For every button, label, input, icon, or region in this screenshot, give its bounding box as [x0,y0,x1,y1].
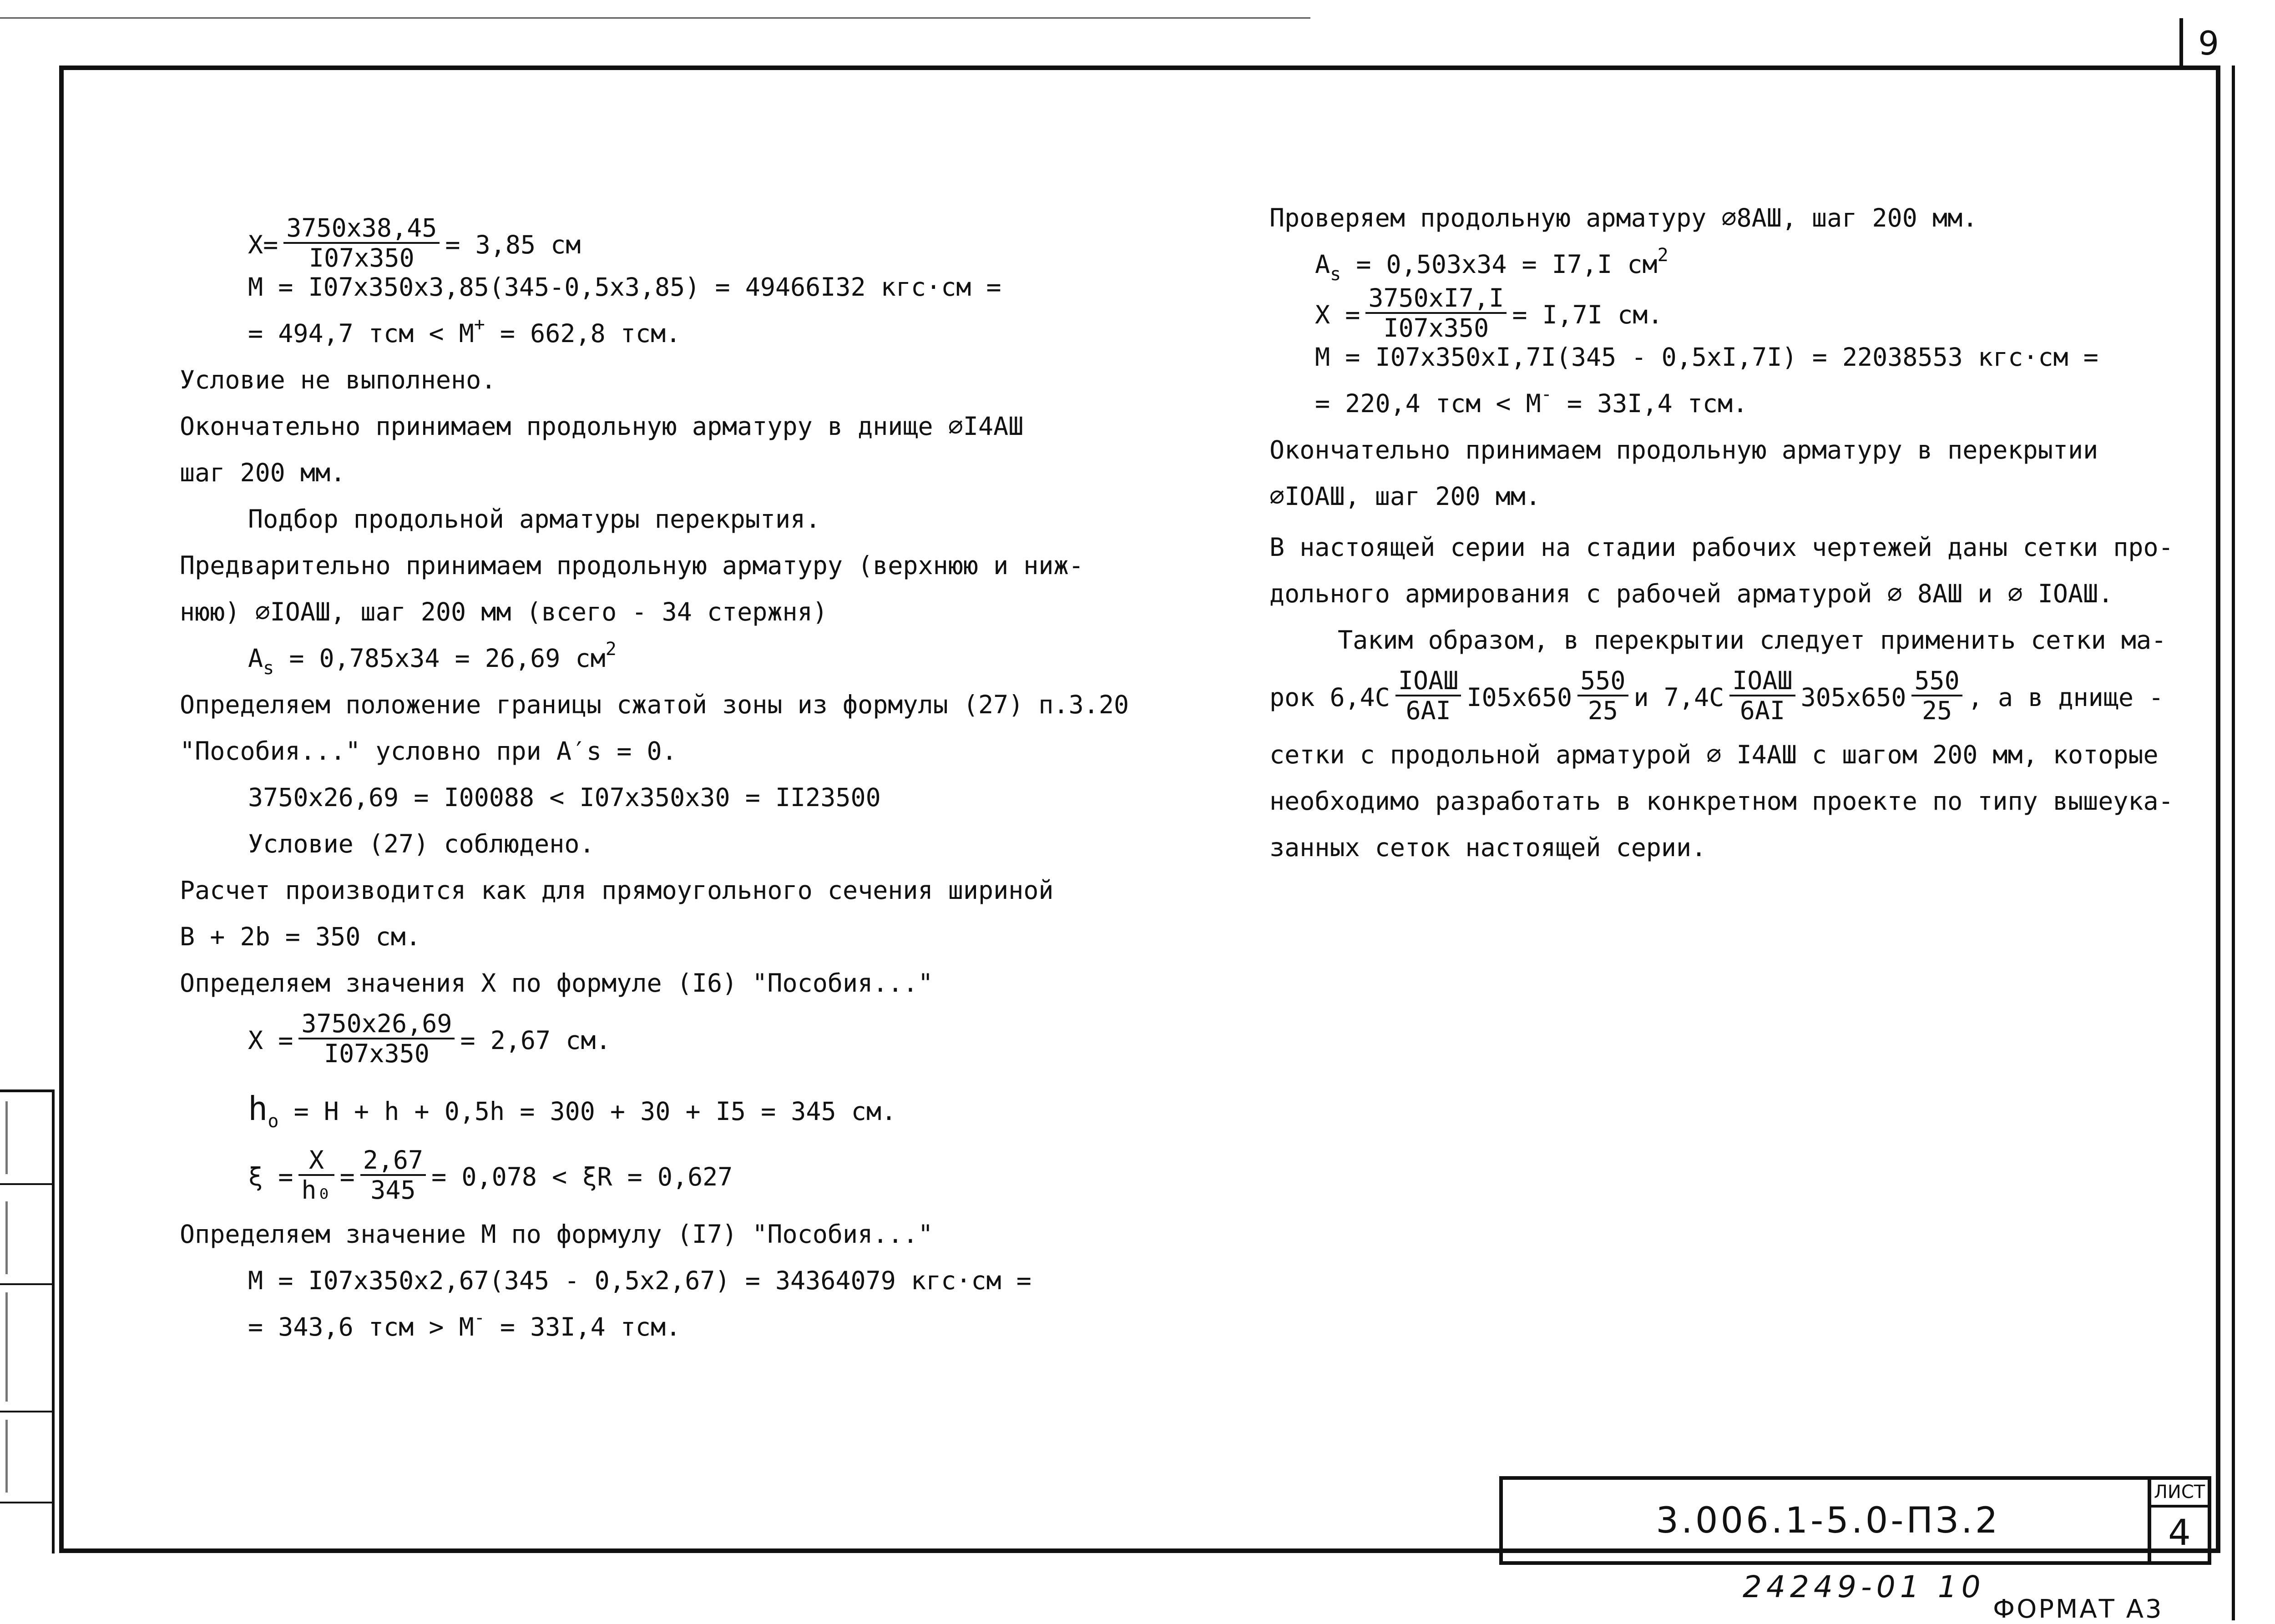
moment-line-1: M = I07x350x3,85(345-0,5x3,85) = 49466I32 кгс·см = [248,272,1001,302]
series-line-1: В настоящей серии на стадии рабочих чертежей даны сетки про- [1269,533,2174,562]
determine-zone-line-2: "Пособия..." условно при A′s = 0. [180,736,677,766]
x-formula-right: X = $\frac{3750xI7,I}{I07x350}$ = I,7I см. [1315,283,1663,343]
inequality: 3750x26,69 = I00088 < I07x350x30 = II23500 [248,783,881,812]
calc-line-2: B + 2b = 350 см. [180,922,421,951]
xi-formula: ξ = $\frac{X}{\text{h₀}}$ = $\frac{2,67}{345}$ = 0,078 < ξR = 0,627 [248,1145,733,1205]
document-code: 3.006.1-5.0-ПЗ.2 [1656,1500,2001,1541]
as-formula: $A_s = 0,785x34 = 26,69$ $см^2$ [248,639,617,679]
sheet-number: 4 [2168,1513,2191,1553]
as-formula-right: $A_s = 0,503x34 = I7,I$ $см^2$ [1315,245,1668,285]
format-label: ФОРМАТ А3 [1993,1594,2164,1624]
prelim-line-2: нюю) ⌀IOАШ, шаг 200 мм (всего - 34 стержня) [180,597,828,626]
h0-formula: $h_o = H + h + 0,5h = 300 + 30 + I5 = 345$ см. [248,1089,897,1132]
title-block [1499,1476,2150,1565]
determine-m: Определяем значение M по формулу (I7) "Пособия..." [180,1220,933,1249]
nets-line-3: занных сеток настоящей серии. [1269,833,1707,862]
nets-line-2: необходимо разработать в конкретном проекте по типу вышеука- [1269,787,2174,816]
moment-right-line-2: = 220,4 тсм < M- = 33I,4 тсм. [1315,384,1748,418]
series-line-2: дольного армирования с рабочей арматурой ⌀ 8АШ и ⌀ IOАШ. [1269,579,2113,608]
page-number: 9 [2179,18,2234,68]
check-rebar: Проверяем продольную арматуру ⌀8АШ, шаг 200 мм. [1269,203,1978,232]
moment-line-2: = 494,7 тсм < M+ = 662,8 тсм. [248,314,681,348]
final-top-rebar-2: ⌀IOАШ, шаг 200 мм. [1269,482,1541,511]
determine-x: Определяем значения X по формуле (I6) "Пособия..." [180,968,933,998]
condition-27: Условие (27) соблюдено. [248,829,595,858]
prelim-line-1: Предварительно принимаем продольную арматуру (верхнюю и ниж- [180,551,1084,580]
right-column [1269,195,2174,871]
binding-strip [0,1089,55,1553]
calc-line-1: Расчет производится как для прямоугольного сечения шириной [180,876,1054,905]
mesh-marks-line: рок 6,4С IOАШ 6АI I05x650 $\frac{550}{25}$ и 7,4С IOАШ 6АI 305x650 $\frac{550}{25}$ , а в днище - [1269,666,2164,725]
final-top-rebar: Окончательно принимаем продольную арматуру в перекрытии [1269,435,2098,464]
x-formula: X= $\frac{3750x38,45}{I07x350}$ = 3,85 см [248,213,581,272]
left-column [180,213,1129,1350]
outer-right-rule [2232,66,2235,1620]
condition-not-met: Условие не выполнено. [180,365,496,394]
final-bottom-rebar-step: шаг 200 мм. [180,458,346,487]
sheet-label: ЛИСТ [2151,1480,2208,1508]
moment2-line-2: = 343,6 тсм > M- = 33I,4 тсм. [248,1307,681,1342]
section-heading: Подбор продольной арматуры перекрытия. [248,504,821,534]
archive-number: 24249-01 10 [1743,1569,1985,1604]
sheet-box [2148,1476,2211,1565]
top-rule [0,17,1310,19]
x2-formula: X = $\frac{3750x26,69}{I07x350}$ = 2,67 см. [248,1009,611,1068]
nets-line-1: сетки с продольной арматурой ⌀ I4АШ с шагом 200 мм, которые [1269,740,2159,769]
moment2-line-1: M = I07x350x2,67(345 - 0,5x2,67) = 34364079 кгс·см = [248,1266,1031,1295]
determine-zone-line-1: Определяем положение границы сжатой зоны из формулы (27) п.3.20 [180,690,1129,719]
moment-right-line-1: M = I07x350xI,7I(345 - 0,5xI,7I) = 22038553 кгс·см = [1315,343,2098,372]
thus-line: Таким образом, в перекрытии следует применить сетки ма- [1338,625,2167,655]
final-bottom-rebar: Окончательно принимаем продольную арматуру в днище ⌀I4АШ [180,412,1024,441]
